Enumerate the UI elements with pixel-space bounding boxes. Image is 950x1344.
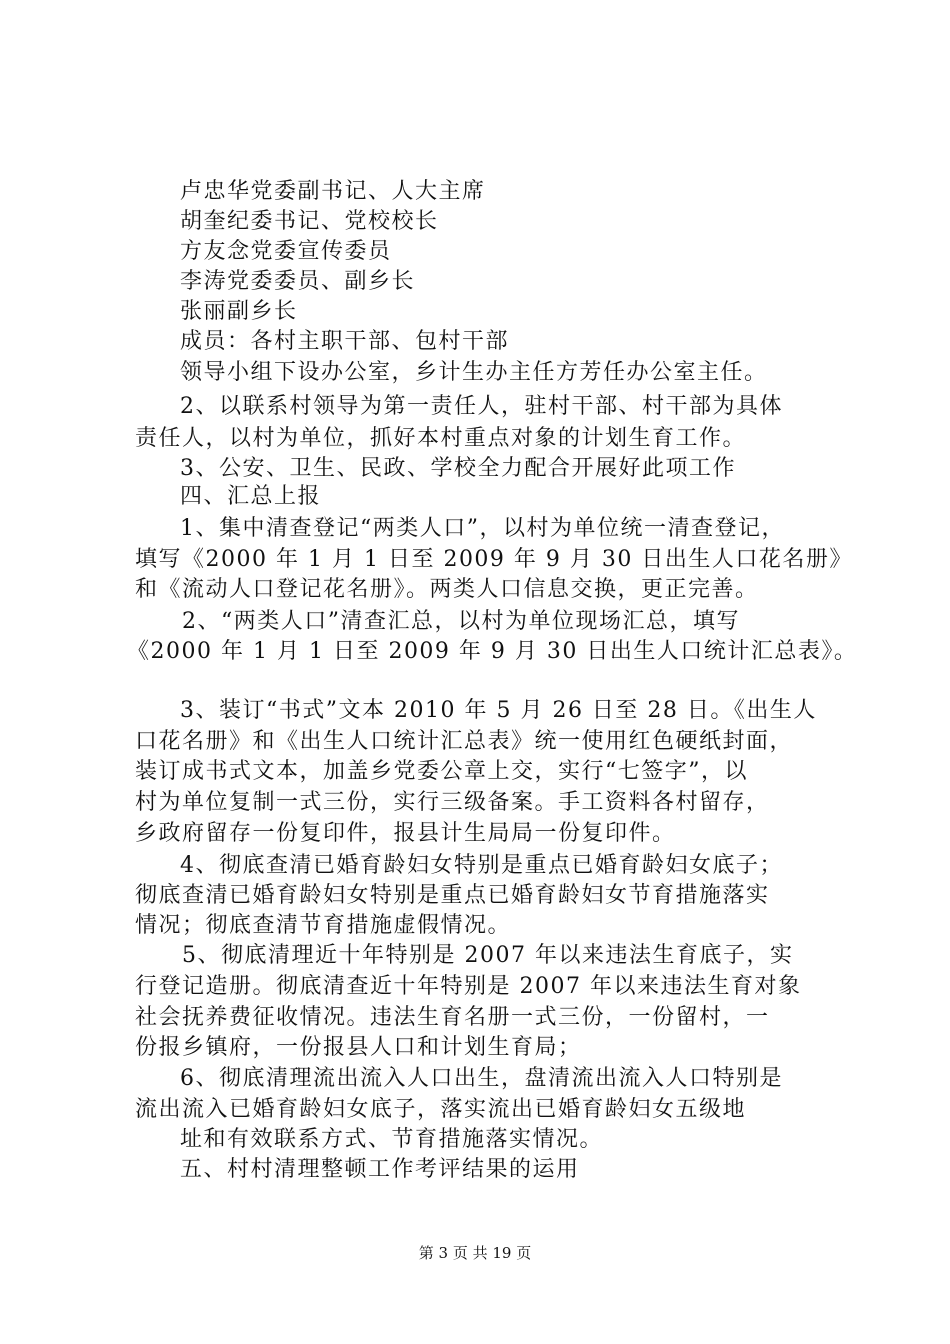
text-line: 4、彻底查清已婚育龄妇女特别是重点已婚育龄妇女底子； — [180, 853, 783, 878]
section-heading: 四、汇总上报 — [180, 484, 322, 509]
text-line: 3、公安、卫生、民政、学校全力配合开展好此项工作 — [180, 456, 736, 481]
text-line: 6、彻底清理流出流入人口出生，盘清流出流入人口特别是 — [180, 1066, 783, 1091]
text-line: 村为单位复制一式三份，实行三级备案。手工资料各村留存， — [135, 790, 770, 815]
page-number-footer: 第 3 页 共 19 页 — [418, 1244, 532, 1262]
text-line: 社会抚养费征收情况。违法生育名册一式三份，一份留村，一 — [135, 1005, 770, 1030]
text-line: 流出流入已婚育龄妇女底子，落实流出已婚育龄妇女五级地 — [135, 1097, 747, 1122]
text-line: 成员：各村主职干部、包村干部 — [180, 329, 510, 354]
text-line: 胡奎纪委书记、党校校长 — [180, 209, 439, 234]
text-line: 和《流动人口登记花名册》。两类人口信息交换，更正完善。 — [135, 577, 759, 602]
text-line: 口花名册》和《出生人口统计汇总表》统一使用红色硬纸封面， — [135, 729, 794, 754]
text-line: 张丽副乡长 — [180, 299, 298, 324]
text-line: 2、“两类人口”清查汇总，以村为单位现场汇总，填写 — [182, 609, 740, 634]
text-line: 址和有效联系方式、节育措施落实情况。 — [180, 1127, 604, 1152]
text-line: 责任人，以村为单位，抓好本村重点对象的计划生育工作。 — [135, 426, 747, 451]
section-heading: 五、村村清理整顿工作考评结果的运用 — [180, 1157, 580, 1182]
text-line: 填写《2000 年 1 月 1 日至 2009 年 9 月 30 日出生人口花名册》 — [135, 547, 853, 572]
text-line: 方友念党委宣传委员 — [180, 239, 392, 264]
text-line: 2、以联系村领导为第一责任人，驻村干部、村干部为具体 — [180, 394, 783, 419]
text-line: 领导小组下设办公室，乡计生办主任方芳任办公室主任。 — [180, 360, 768, 385]
text-line: 装订成书式文本，加盖乡党委公章上交，实行“七签字”，以 — [135, 759, 748, 784]
text-line: 1、集中清查登记“两类人口”，以村为单位统一清查登记， — [180, 516, 785, 541]
text-line: 行登记造册。彻底清查近十年特别是 2007 年以来违法生育对象 — [135, 974, 802, 999]
text-line: 卢忠华党委副书记、人大主席 — [180, 179, 486, 204]
text-line: 乡政府留存一份复印件，报县计生局局一份复印件。 — [135, 821, 676, 846]
text-line: 彻底查清已婚育龄妇女特别是重点已婚育龄妇女节育措施落实 — [135, 883, 770, 908]
text-line: 3、装订“书式”文本 2010 年 5 月 26 日至 28 日。《出生人 — [180, 698, 817, 723]
text-line: 李涛党委委员、副乡长 — [180, 269, 416, 294]
text-line: 《2000 年 1 月 1 日至 2009 年 9 月 30 日出生人口统计汇总表》。 — [127, 639, 858, 664]
text-line: 情况；彻底查清节育措施虚假情况。 — [135, 913, 512, 938]
text-line: 5、彻底清理近十年特别是 2007 年以来违法生育底子，实 — [182, 943, 794, 968]
text-line: 份报乡镇府，一份报县人口和计划生育局； — [135, 1035, 582, 1060]
